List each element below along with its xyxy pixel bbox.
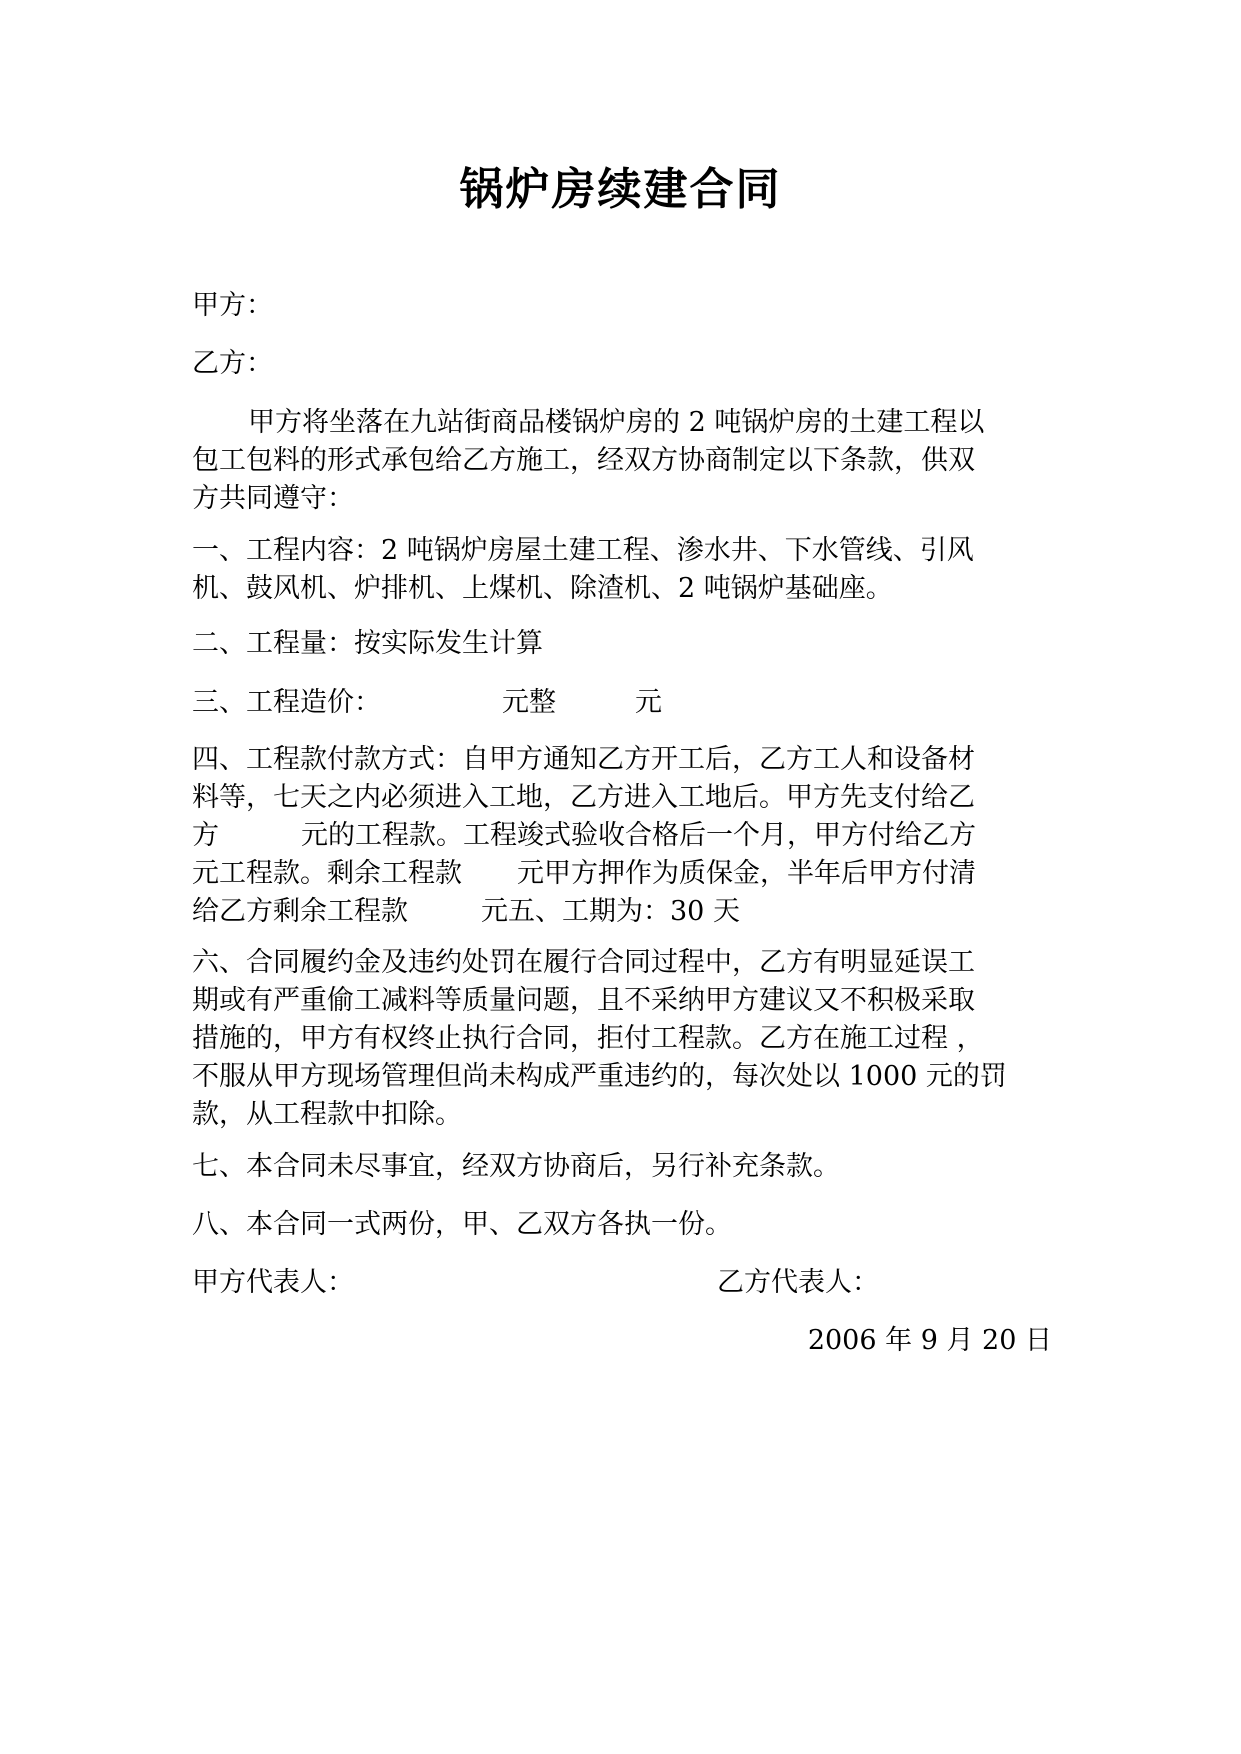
clause-4-line: 料等，七天之内必须进入工地，乙方进入工地后。甲方先支付给乙 [192, 782, 975, 813]
clause-6-line: 不服从甲方现场管理但尚未构成严重违约的，每次处以 1000 元的罚 [192, 1061, 1007, 1092]
clause-4-text: 给乙方剩余工程款 [192, 896, 408, 927]
intro-line: 方共同遵守： [192, 483, 354, 514]
clause-1 [192, 532, 1052, 608]
clause-6-line: 措施的，甲方有权终止执行合同，拒付工程款。乙方在施工过程 ， [192, 1023, 984, 1054]
clause-4-text: 元工程款。剩余工程款 [192, 858, 462, 889]
party-b-signature-label: 乙方代表人： [717, 1267, 879, 1298]
clause-3-label: 三、工程造价： [192, 687, 381, 718]
clause-4-text: 元的工程款。工程竣式验收合格后一个月，甲方付给乙方 [301, 820, 976, 851]
intro-paragraph [192, 404, 1052, 518]
party-b-label: 乙方： [192, 348, 273, 379]
clause-4 [192, 741, 1052, 931]
clause-6-line: 六、合同履约金及违约处罚在履行合同过程中，乙方有明显延误工 [192, 947, 975, 978]
intro-line: 包工包料的形式承包给乙方施工，经双方协商制定以下条款，供双 [192, 445, 975, 476]
clause-6-line: 期或有严重偷工减料等质量问题，且不采纳甲方建议又不积极采取 [192, 985, 975, 1016]
clause-2: 二、工程量：按实际发生计算 [192, 628, 543, 659]
clause-3-unit-2: 元 [635, 687, 662, 718]
intro-line: 甲方将坐落在九站街商品楼锅炉房的 2 吨锅炉房的土建工程以 [248, 407, 985, 438]
clause-4-text: 元甲方押作为质保金，半年后甲方付清 [517, 858, 976, 889]
clause-3-unit-1: 元整 [502, 687, 556, 718]
clause-4-line [192, 855, 1052, 893]
party-a-signature-label: 甲方代表人： [192, 1267, 354, 1298]
clause-4-line [192, 817, 1052, 855]
clause-4-text: 元五、工期为：30 天 [481, 896, 740, 927]
document-title: 锅炉房续建合同 [459, 164, 782, 215]
contract-date: 2006 年 9 月 20 日 [807, 1325, 1052, 1356]
clause-8: 八、本合同一式两份，甲、乙双方各执一份。 [192, 1209, 732, 1240]
clause-3 [192, 684, 1052, 722]
clause-6-line: 款，从工程款中扣除。 [192, 1099, 462, 1130]
clause-6 [192, 944, 1052, 1134]
clause-1-line: 一、工程内容：2 吨锅炉房屋土建工程、渗水井、下水管线、引风 [192, 535, 974, 566]
clause-7: 七、本合同未尽事宜，经双方协商后，另行补充条款。 [192, 1151, 840, 1182]
party-a-label: 甲方： [192, 290, 273, 321]
clause-4-text: 方 [192, 820, 219, 851]
clause-4-line: 四、工程款付款方式：自甲方通知乙方开工后，乙方工人和设备材 [192, 744, 975, 775]
clause-4-line [192, 893, 1052, 931]
clause-1-line: 机、鼓风机、炉排机、上煤机、除渣机、2 吨锅炉基础座。 [192, 573, 893, 604]
